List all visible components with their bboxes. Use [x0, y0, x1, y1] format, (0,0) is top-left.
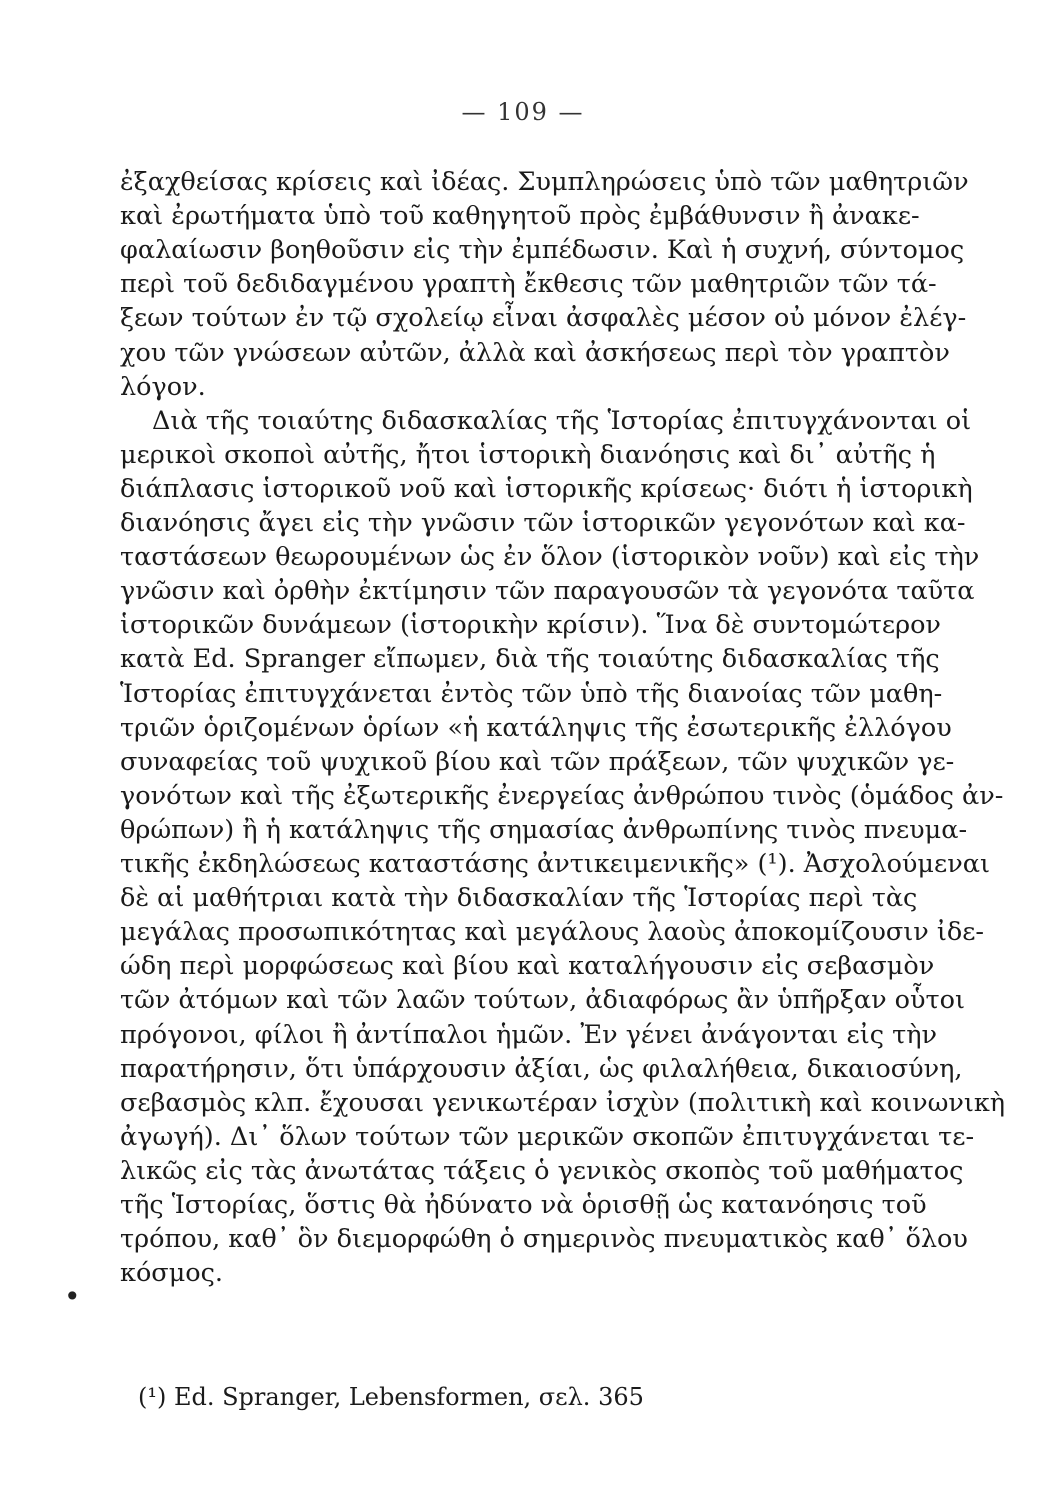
text-line: καὶ ἐρωτήματα ὑπὸ τοῦ καθηγητοῦ πρὸς ἐμβάθυνσιν ἢ ἀνακε-	[120, 201, 920, 231]
text-line: ἀγωγή). Δι᾿ ὅλων τούτων τῶν μερικῶν σκοπῶν ἐπιτυγχάνεται τε-	[120, 1122, 975, 1152]
text-line: συναφείας τοῦ ψυχικοῦ βίου καὶ τῶν πράξεων, τῶν ψυχικῶν γε-	[120, 747, 955, 777]
text-line: θρώπων) ἢ ἡ κατάληψις τῆς σημασίας ἀνθρωπίνης τινὸς πνευμα-	[120, 815, 968, 845]
text-line: Διὰ τῆς τοιαύτης διδασκαλίας τῆς Ἱστορίας ἐπιτυγχάνονται οἱ	[152, 406, 972, 436]
text-line: πρόγονοι, φίλοι ἢ ἀντίπαλοι ἡμῶν. Ἐν γένει ἀνάγονται εἰς τὴν	[120, 1020, 937, 1050]
text-line: λικῶς εἰς τὰς ἀνωτάτας τάξεις ὁ γενικὸς σκοπὸς τοῦ μαθήματος	[120, 1156, 964, 1186]
text-line: μερικοὶ σκοποὶ αὐτῆς, ἤτοι ἱστορικὴ διανόησις καὶ δι᾿ αὐτῆς ἡ	[120, 440, 936, 470]
text-line: ξεων τούτων ἐν τῷ σχολείῳ εἶναι ἀσφαλὲς μέσον οὐ μόνον ἐλέγ-	[120, 303, 967, 333]
text-line: κατὰ Ed. Spranger εἴπωμεν, διὰ τῆς τοιαύτης διδασκαλίας τῆς	[120, 644, 940, 674]
text-line: τρόπου, καθ᾿ ὃν διεμορφώθη ὁ σημερινὸς πνευματικὸς καθ᾿ ὅλου	[120, 1224, 968, 1254]
text-line: ἐξαχθείσας κρίσεις καὶ ἰδέας. Συμπληρώσεις ὑπὸ τῶν μαθητριῶν	[120, 167, 969, 197]
text-line: τριῶν ὁριζομένων ὁρίων «ἡ κατάληψις τῆς ἐσωτερικῆς ἐλλόγου	[120, 713, 952, 743]
text-line: κόσμος.	[120, 1258, 224, 1288]
text-line: τικῆς ἐκδηλώσεως καταστάσης ἀντικειμενικῆς» (¹). Ἀσχολούμεναι	[120, 849, 990, 879]
text-line: Ἱστορίας ἐπιτυγχάνεται ἐντὸς τῶν ὑπὸ τῆς διανοίας τῶν μαθη-	[120, 679, 943, 709]
text-line: ἱστορικῶν δυνάμεων (ἱστορικὴν κρίσιν). Ἵνα δὲ συντομώτερον	[120, 610, 941, 640]
text-line: μεγάλας προσωπικότητας καὶ μεγάλους λαοὺς ἀποκομίζουσιν ἰδε-	[120, 917, 985, 947]
text-line: σεβασμὸς κλπ. ἔχουσαι γενικωτέραν ἰσχὺν (πολιτικὴ καὶ κοινωνικὴ	[120, 1088, 1006, 1118]
page-number: — 109 —	[461, 98, 585, 126]
text-line: ταστάσεων θεωρουμένων ὡς ἐν ὅλον (ἱστορικὸν νοῦν) καὶ εἰς τὴν	[120, 542, 980, 572]
text-line: γονότων καὶ τῆς ἐξωτερικῆς ἐνεργείας ἀνθρώπου τινὸς (ὁμάδος ἀν-	[120, 781, 1004, 811]
text-line: τῆς Ἱστορίας, ὅστις θὰ ἠδύνατο νὰ ὁρισθῇ ὡς κατανόησις τοῦ	[120, 1190, 927, 1220]
text-line: γνῶσιν καὶ ὀρθὴν ἐκτίμησιν τῶν παραγουσῶν τὰ γεγονότα ταῦτα	[120, 576, 975, 606]
margin-bullet: •	[64, 1280, 81, 1313]
text-line: παρατήρησιν, ὅτι ὑπάρχουσιν ἀξίαι, ὡς φιλαλήθεια, δικαιοσύνη,	[120, 1054, 963, 1084]
footnote: (¹) Ed. Spranger, Lebensformen, σελ. 365	[138, 1383, 644, 1411]
text-line: χου τῶν γνώσεων αὐτῶν, ἀλλὰ καὶ ἀσκήσεως περὶ τὸν γραπτὸν	[120, 338, 950, 368]
text-line: δὲ αἱ μαθήτριαι κατὰ τὴν διδασκαλίαν τῆς Ἱστορίας περὶ τὰς	[120, 883, 918, 913]
text-line: τῶν ἀτόμων καὶ τῶν λαῶν τούτων, ἀδιαφόρως ἂν ὑπῆρξαν οὗτοι	[120, 985, 965, 1015]
text-line: ώδη περὶ μορφώσεως καὶ βίου καὶ καταλήγουσιν εἰς σεβασμὸν	[120, 951, 935, 981]
text-line: περὶ τοῦ δεδιδαγμένου γραπτὴ ἔκθεσις τῶν μαθητριῶν τῶν τά-	[120, 269, 937, 299]
text-line: διάπλασις ἱστορικοῦ νοῦ καὶ ἱστορικῆς κρίσεως· διότι ἡ ἱστορικὴ	[120, 474, 973, 504]
text-line: λόγον.	[120, 372, 206, 402]
text-line: φαλαίωσιν βοηθοῦσιν εἰς τὴν ἐμπέδωσιν. Καὶ ἡ συχνή, σύντομος	[120, 235, 965, 265]
text-line: διανόησις ἄγει εἰς τὴν γνῶσιν τῶν ἱστορικῶν γεγονότων καὶ κα-	[120, 508, 966, 538]
